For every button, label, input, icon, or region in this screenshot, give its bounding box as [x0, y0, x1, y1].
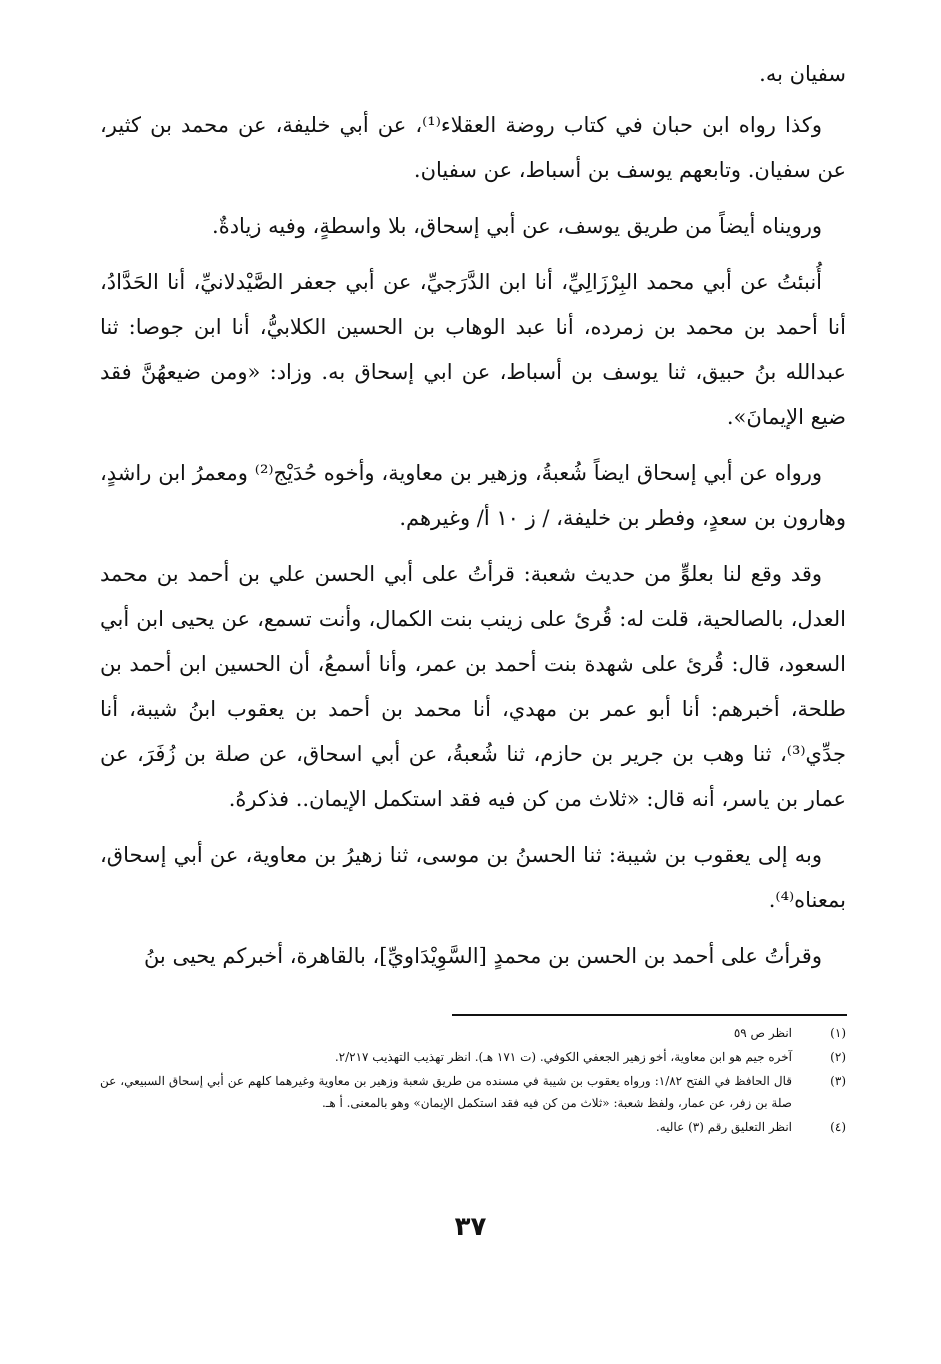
footnote-1 [100, 1022, 846, 1044]
footnote-text: انظر ص ٥٩ [733, 1026, 792, 1040]
paragraph-1: سفيان به. [759, 62, 846, 86]
paragraph-8: وقرأتُ على أحمد بن الحسن بن محمدٍ [السَّوِيْدَاويِّ]، بالقاهرة، أخبركم يحيى بنُ [143, 944, 822, 968]
paragraph-3: ورويناه أيضاً من طريق يوسف، عن أبي إسحاق، بلا واسطةٍ، وفيه زيادةٌ. [212, 214, 822, 238]
footnote-text: آخره جيم هو ابن معاوية، أخو زهير الجعفي الكوفي. (ت ١٧١ هـ). انظر تهذيب التهذيب ٢/٢١٧. [334, 1050, 792, 1064]
main-text [100, 52, 846, 990]
paragraph-4: أُنبئتُ عن أبي محمد البِرْزَالِيِّ، أنا ابن الدَّرَجيِّ، عن أبي جعفر الصَّيْدلانيِّ، أنا الحَدَّادُ، أنا أحمد بن محمد بن زمرده، أنا عبد الوهاب بن الحسين الكلابيُّ، أنا ابن جوصا: ثنا عبدالله بنُ حبيق، ثنا يوسف بن أسباط، عن ابي إسحاق به. وزاد: «ومن ضيعهُنَّ فقد ضيع الإيمانَ». [100, 270, 846, 429]
footnote-text: قال الحافظ في الفتح ١/٨٢: ورواه يعقوب بن شيبة في مسنده من طريق شعبة وزهير بن معاوية وغيرهما كلهم عن أبي إسحاق السبيعي، عن صلة بن زفر، عن عمار، ولفظ شعبة: «ثلاث من كن فيه فقد استكمل الإيمان» وهو بالمعنى. أ هـ. [100, 1074, 792, 1110]
footnote-number: (١) [830, 1026, 846, 1040]
footnote-number: (٤) [830, 1120, 846, 1134]
paragraph-5: ورواه عن أبي إسحاق ايضاً شُعبةُ، وزهير بن معاوية، وأخوه حُدَيْج⁽²⁾ ومعمرُ ابن راشدٍ، وهارون بن سعدٍ، وفطر بن خليفة، / ز ١٠ أ/ وغيرهم. [100, 461, 846, 530]
footnote-text: انظر التعليق رقم (٣) عاليه. [655, 1120, 792, 1134]
paragraph-7: وبه إلى يعقوب بن شيبة: ثنا الحسنُ بن موسى، ثنا زهيرُ بن معاوية، عن أبي إسحاق، بمعناه⁽⁴⁾. [100, 843, 846, 912]
paragraph-6: وقد وقع لنا بعلوٍّ من حديث شعبة: قرأتُ على أبي الحسن علي بن أحمد بن محمد العدل، بالصالحية، قلت له: قُرئ على زينب بنت الكمال، وأنت تسمع، عن يحيى ابن أبي السعود، قال: قُرئ على شهدة بنت أحمد بن عمر، وأنا أسمعُ، أن الحسين ابن أحمد بن طلحة، أخبرهم: أنا أبو عمر بن مهدي، أنا محمد بن أحمد بن يعقوب ابنُ شيبة، أنا جدِّي⁽³⁾، ثنا وهب بن جرير بن حازم، ثنا شُعبةُ، عن أبي اسحاق، عن صلة بن زُفَرَ، عن عمار بن ياسر، أنه قال: «ثلاث من كن فيه فقد استكمل الإيمان.. فذكرهُ. [100, 562, 846, 811]
footnote-3 [100, 1070, 846, 1114]
footnote-number: (٢) [830, 1050, 846, 1064]
footnote-divider [452, 1014, 847, 1016]
footnote-2 [100, 1046, 846, 1068]
page-number: ٣٧ [454, 1212, 487, 1242]
footnote-4 [100, 1116, 846, 1138]
footnotes [100, 1022, 846, 1140]
footnote-number: (٣) [830, 1074, 846, 1088]
paragraph-2: وكذا رواه ابن حبان في كتاب روضة العقلاء⁽¹⁾، عن أبي خليفة، عن محمد بن كثير، عن سفيان. وتابعهم يوسف بن أسباط، عن سفيان. [100, 113, 846, 182]
